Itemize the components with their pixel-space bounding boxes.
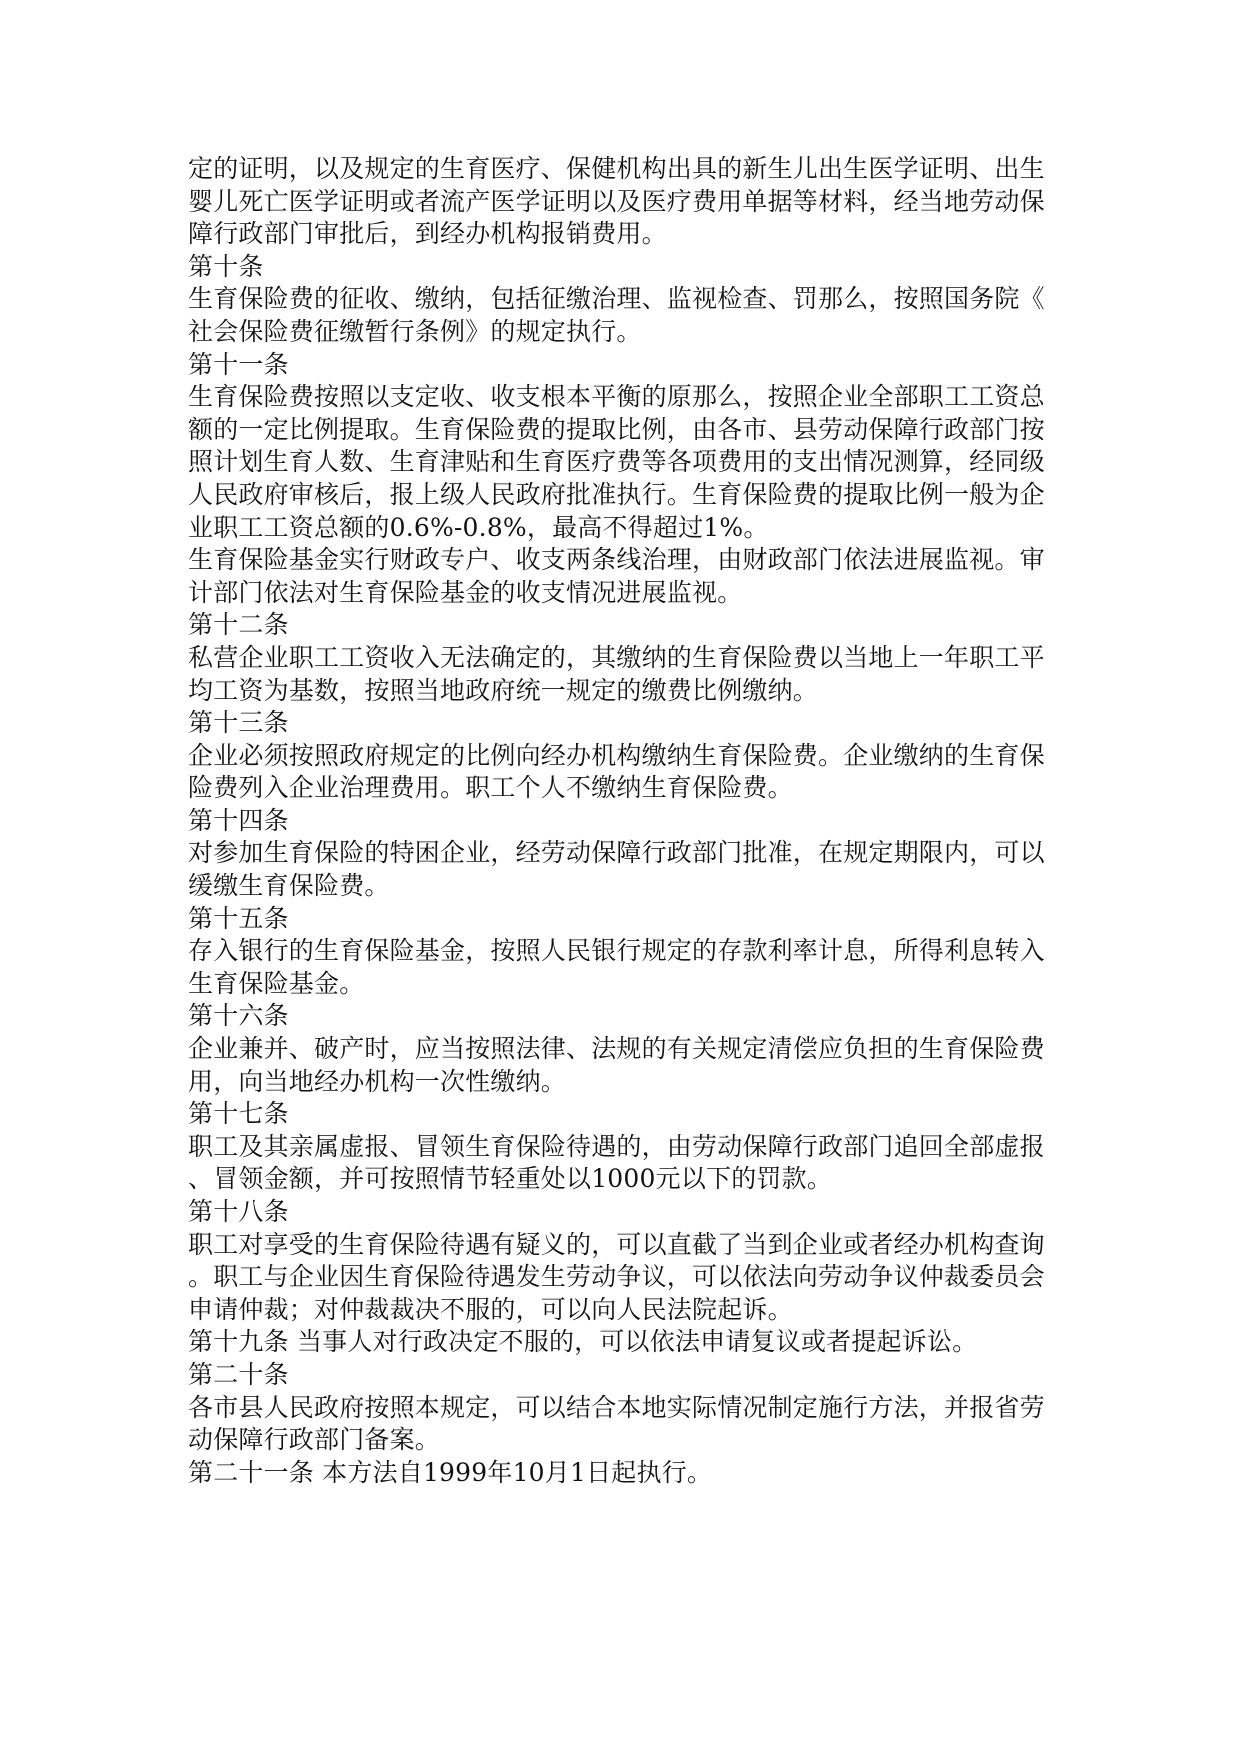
text-line: 申请仲裁；对仲裁裁决不服的，可以向人民法院起诉。 [188, 1294, 793, 1324]
text-line: 业职工工资总额的0.6%-0.8%，最高不得超过1%。 [188, 512, 769, 542]
text-line: 职工对享受的生育保险待遇有疑义的，可以直截了当到企业或者经办机构查询 [188, 1229, 1045, 1259]
text-line: 婴儿死亡医学证明或者流产医学证明以及医疗费用单据等材料，经当地劳动保 [188, 186, 1045, 216]
text-line: 照计划生育人数、生育津贴和生育医疗费等各项费用的支出情况测算，经同级 [188, 447, 1045, 477]
text-line: 生育保险基金。 [188, 968, 365, 998]
text-line: 、冒领金额，并可按照情节轻重处以1000元以下的罚款。 [188, 1164, 833, 1194]
text-line: 。职工与企业因生育保险待遇发生劳动争议，可以依法向劳动争议仲裁委员会 [188, 1262, 1045, 1292]
text-line: 计部门依法对生育保险基金的收支情况进展监视。 [188, 577, 743, 607]
text-line: 第二十一条 本方法自1999年10月1日起执行。 [188, 1457, 713, 1487]
text-line: 私营企业职工工资收入无法确定的，其缴纳的生育保险费以当地上一年职工平 [188, 642, 1045, 672]
text-line: 第二十条 [188, 1359, 289, 1389]
text-line: 第十四条 [188, 805, 289, 835]
text-line: 额的一定比例提取。生育保险费的提取比例，由各市、县劳动保障行政部门按 [188, 414, 1045, 444]
text-line: 第十一条 [188, 349, 289, 379]
text-line: 存入银行的生育保险基金，按照人民银行规定的存款利率计息，所得利息转入 [188, 936, 1045, 966]
text-line: 第十九条 当事人对行政决定不服的，可以依法申请复议或者提起诉讼。 [188, 1327, 978, 1357]
text-line: 人民政府审核后，报上级人民政府批准执行。生育保险费的提取比例一般为企 [188, 479, 1045, 509]
text-line: 职工及其亲属虚报、冒领生育保险待遇的，由劳动保障行政部门追回全部虚报 [188, 1131, 1045, 1161]
text-line: 缓缴生育保险费。 [188, 871, 390, 901]
text-line: 动保障行政部门备案。 [188, 1425, 441, 1455]
text-line: 对参加生育保险的特困企业，经劳动保障行政部门批准，在规定期限内，可以 [188, 838, 1045, 868]
text-line: 第十条 [188, 251, 264, 281]
text-line: 生育保险费按照以支定收、收支根本平衡的原那么，按照企业全部职工工资总 [188, 382, 1045, 412]
text-line: 企业必须按照政府规定的比例向经办机构缴纳生育保险费。企业缴纳的生育保 [188, 740, 1045, 770]
text-line: 生育保险基金实行财政专户、收支两条线治理，由财政部门依法进展监视。审 [188, 545, 1045, 575]
text-line: 第十七条 [188, 1099, 289, 1129]
text-line: 企业兼并、破产时，应当按照法律、法规的有关规定清偿应负担的生育保险费 [188, 1034, 1045, 1064]
text-line: 险费列入企业治理费用。职工个人不缴纳生育保险费。 [188, 773, 793, 803]
document-body [188, 153, 1044, 1489]
text-line: 第十五条 [188, 903, 289, 933]
text-line: 均工资为基数，按照当地政府统一规定的缴费比例缴纳。 [188, 675, 819, 705]
text-line: 各市县人民政府按照本规定，可以结合本地实际情况制定施行方法，并报省劳 [188, 1392, 1045, 1422]
text-line: 定的证明，以及规定的生育医疗、保健机构出具的新生儿出生医学证明、出生 [188, 154, 1045, 183]
text-line: 第十二条 [188, 610, 289, 640]
text-line: 第十六条 [188, 1001, 289, 1031]
text-line: 生育保险费的征收、缴纳，包括征缴治理、监视检查、罚那么，按照国务院《 [188, 284, 1045, 314]
text-line: 用，向当地经办机构一次性缴纳。 [188, 1066, 567, 1096]
text-line: 第十八条 [188, 1197, 289, 1226]
text-line: 第十三条 [188, 708, 289, 738]
text-line: 社会保险费征缴暂行条例》的规定执行。 [188, 316, 642, 346]
text-line: 障行政部门审批后，到经办机构报销费用。 [188, 219, 667, 249]
